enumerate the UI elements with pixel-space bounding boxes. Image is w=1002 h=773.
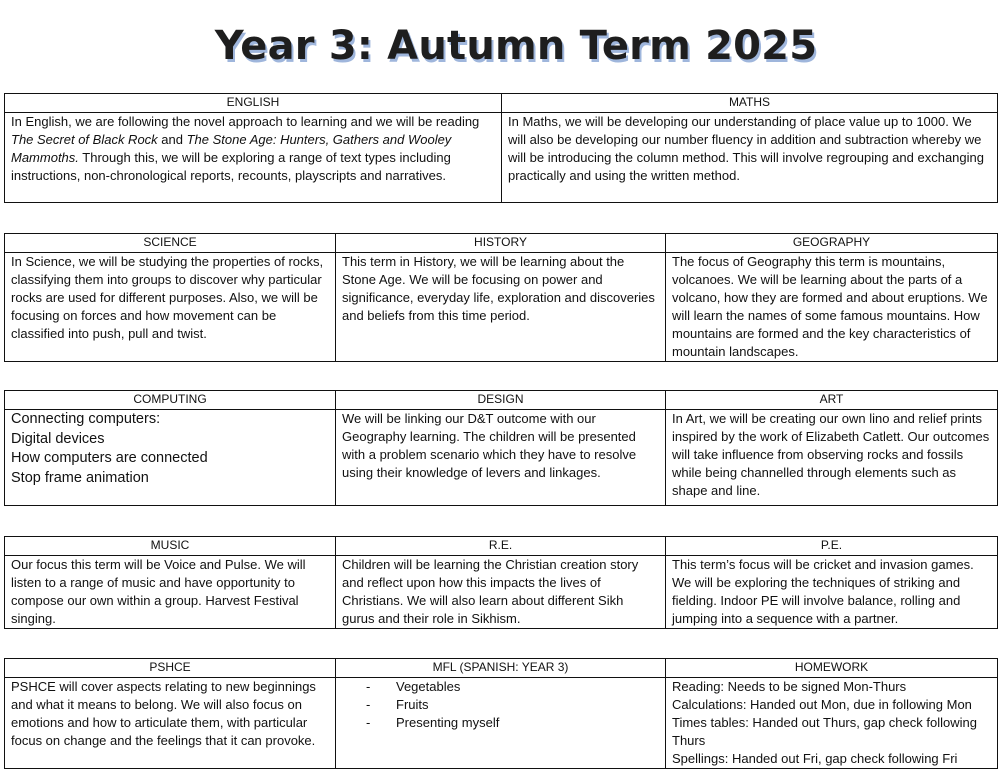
pshce-text: PSHCE will cover aspects relating to new beginnings and what it means to belong. We will also focus on emotions and how to articulate them, with particular focus on change and the feelings that it can provoke. — [11, 679, 316, 748]
mfl-list — [342, 678, 659, 732]
maths-cell — [502, 113, 998, 203]
english-cell — [5, 113, 502, 203]
re-text: Children will be learning the Christian creation story and reflect upon how this impacts the lives of Christians. We will also learn about different Sikh gurus and their role in Sikhism. — [342, 557, 639, 626]
computing-line: Stop frame animation — [11, 469, 149, 486]
art-text: In Art, we will be creating our own lino and relief prints inspired by the work of Elizabeth Catlett. Our outcomes will take influence from observing rocks and fossils while being channelled through elements such as shape and line. — [672, 411, 990, 498]
pe-text: This term’s focus will be cricket and invasion games. We will be exploring the techniques of striking and fielding. Indoor PE will involve balance, rolling and jumping into a sequence with a partner. — [672, 557, 974, 626]
music-re-pe-table — [4, 536, 998, 629]
homework-cell — [666, 678, 998, 769]
science-history-geography-table — [4, 233, 998, 362]
book-title-stone-age: The Stone Age: Hunters, Gathers and Wooley Mammoths. — [11, 132, 452, 165]
re-heading: R.E. — [336, 537, 666, 556]
design-text: We will be linking our D&T outcome with our Geography learning. The children will be presented with a problem scenario which they have to resolve using their knowledge of levers and linkages. — [342, 411, 637, 480]
science-cell — [5, 253, 336, 362]
geography-text: The focus of Geography this term is mountains, volcanoes. We will be learning about the parts of a volcano, how they are formed and about eruptions. We will learn the names of some famous mountains. How mountains are formed and the key characteristics of mountain landscapes. — [672, 254, 988, 359]
homework-line: Spellings: Handed out Fri, gap check following Fri — [672, 751, 958, 766]
pe-cell — [666, 556, 998, 629]
computing-design-art-table — [4, 390, 998, 506]
art-cell — [666, 410, 998, 506]
maths-heading: MATHS — [502, 94, 998, 113]
list-item: - Vegetables — [366, 678, 659, 696]
design-heading: DESIGN — [336, 391, 666, 410]
homework-line: Reading: Needs to be signed Mon-Thurs — [672, 679, 907, 694]
english-heading: ENGLISH — [5, 94, 502, 113]
homework-line: Calculations: Handed out Mon, due in following Mon — [672, 697, 972, 712]
history-text: This term in History, we will be learning about the Stone Age. We will be focusing on power and significance, everyday life, exploration and discoveries and beliefs from this time period. — [342, 254, 655, 323]
pe-heading: P.E. — [666, 537, 998, 556]
list-item: - Presenting myself — [366, 714, 659, 732]
art-heading: ART — [666, 391, 998, 410]
history-cell — [336, 253, 666, 362]
english-maths-table — [4, 93, 998, 203]
science-text: In Science, we will be studying the properties of rocks, classifying them into groups to discover why particular rocks are used for different purposes. Also, we will be focusing on forces and how movement can be classified into push, pull and twist. — [11, 254, 324, 341]
re-cell — [336, 556, 666, 629]
music-cell — [5, 556, 336, 629]
computing-heading: COMPUTING — [5, 391, 336, 410]
list-item: - Fruits — [366, 696, 659, 714]
geography-heading: GEOGRAPHY — [666, 234, 998, 253]
history-heading: HISTORY — [336, 234, 666, 253]
geography-cell — [666, 253, 998, 362]
homework-heading: HOMEWORK — [666, 659, 998, 678]
computing-line: Digital devices — [11, 430, 105, 447]
computing-line: How computers are connected — [11, 450, 208, 466]
computing-line: Connecting computers: — [11, 411, 161, 427]
english-text: In English, we are following the novel approach to learning and we will be reading The Secret of Black Rock and The Stone Age: Hunters, Gathers and Wooley Mammoths. Through this, we will be exploring a range of text types including instructions, non-chronological reports, recounts, playscripts and narratives. — [11, 114, 480, 183]
page-title: Year 3: Autumn Term 2025 — [214, 23, 818, 69]
computing-cell — [5, 410, 336, 506]
pshce-heading: PSHCE — [5, 659, 336, 678]
pshce-mfl-homework-table — [4, 658, 998, 769]
science-heading: SCIENCE — [5, 234, 336, 253]
homework-line: Times tables: Handed out Thurs, gap check following Thurs — [672, 715, 977, 748]
pshce-cell — [5, 678, 336, 769]
book-title-black-rock: The Secret of Black Rock — [11, 132, 158, 147]
maths-text: In Maths, we will be developing our understanding of place value up to 1000. We will also be developing our number fluency in addition and subtraction whereby we will be introducing the column method. This will involve regrouping and exchanging practically and using the written method. — [508, 114, 984, 183]
mfl-cell — [336, 678, 666, 769]
music-text: Our focus this term will be Voice and Pulse. We will listen to a range of music and have opportunity to compose our own within a group. Harvest Festival singing. — [11, 557, 306, 626]
mfl-heading: MFL (SPANISH: YEAR 3) — [336, 659, 666, 678]
music-heading: MUSIC — [5, 537, 336, 556]
design-cell — [336, 410, 666, 506]
